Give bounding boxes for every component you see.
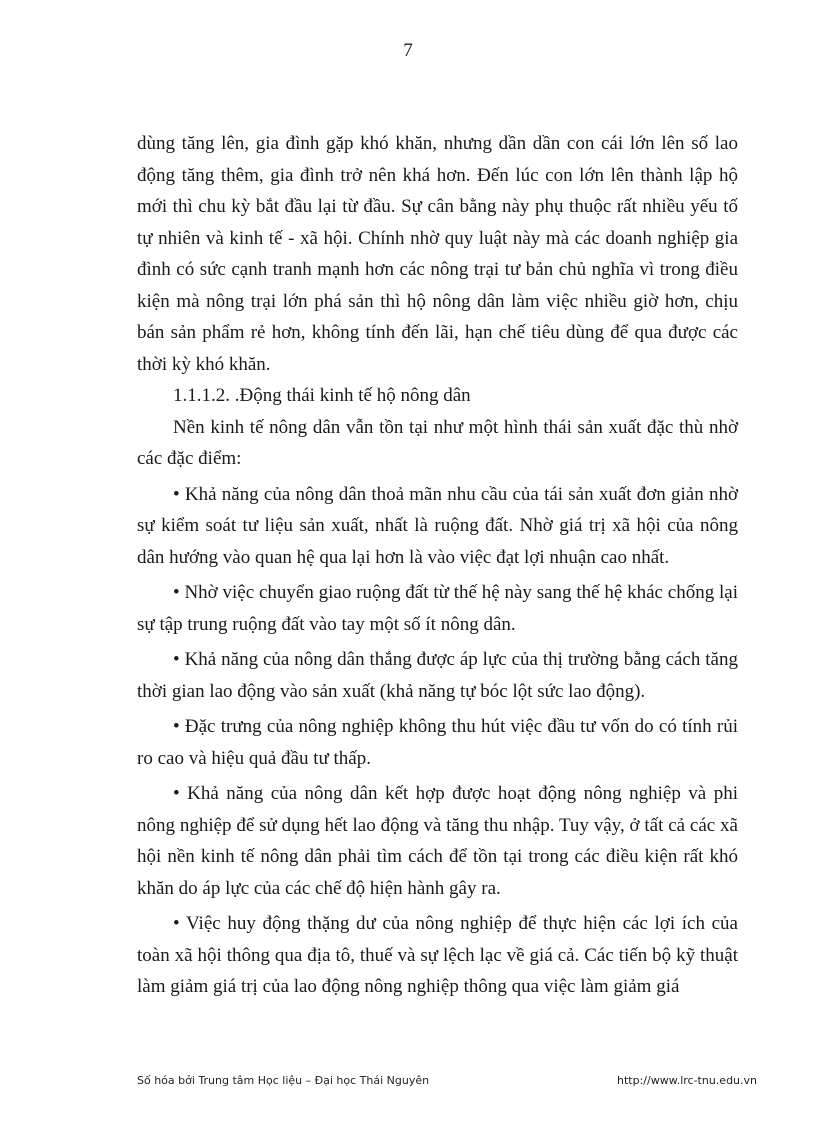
paragraph-continuation: dùng tăng lên, gia đình gặp khó khăn, nhưng dần dần con cái lớn lên số lao động tăng thêm, gia đình trở nên khá hơn. Đến lúc con lớn lên thành lập hộ mới thì chu kỳ bắt đầu lại từ đầu. Sự cân bằng này phụ thuộc rất nhiều yếu tố tự nhiên và kinh tế - xã hội. Chính nhờ quy luật này mà các doanh nghiệp gia đình có sức cạnh tranh mạnh hơn các nông trại tư bản chủ nghĩa vì trong điều kiện mà nông trại lớn phá sản thì hộ nông dân làm việc nhiều giờ hơn, chịu bán sản phẩm rẻ hơn, không tính đến lãi, hạn chế tiêu dùng để qua được các thời kỳ khó khăn.: [137, 133, 738, 375]
section-heading: 1.1.1.2. .Động thái kinh tế hộ nông dân: [173, 385, 471, 406]
bullet-item: • Việc huy động thặng dư của nông nghiệp để thực hiện các lợi ích của toàn xã hội thông qua địa tô, thuế và sự lệch lạc về giá cả. Các tiến bộ kỹ thuật làm giảm giá trị của lao động nông nghiệp thông qua việc làm giảm giá: [137, 913, 738, 997]
bullet-item: • Khả năng của nông dân kết hợp được hoạt động nông nghiệp và phi nông nghiệp để sử dụng hết lao động và tăng thu nhập. Tuy vậy, ở tất cả các xã hội nền kinh tế nông dân phải tìm cách để tồn tại trong các điều kiện rất khó khăn do áp lực của các chế độ hiện hành gây ra.: [137, 783, 738, 899]
body-text: [137, 128, 738, 1003]
bullet-item: • Nhờ việc chuyển giao ruộng đất từ thế hệ này sang thế hệ khác chống lại sự tập trung ruộng đất vào tay một số ít nông dân.: [137, 582, 738, 635]
footer-source: Số hóa bởi Trung tâm Học liệu – Đại học Thái Nguyên: [137, 1074, 430, 1087]
paragraph-intro: Nền kinh tế nông dân vẫn tồn tại như một hình thái sản xuất đặc thù nhờ các đặc điểm:: [137, 416, 738, 469]
footer-url[interactable]: http://www.lrc-tnu.edu.vn: [617, 1074, 757, 1087]
bullet-item: • Khả năng của nông dân thoả mãn nhu cầu của tái sản xuất đơn giản nhờ sự kiểm soát tư liệu sản xuất, nhất là ruộng đất. Nhờ giá trị xã hội của nông dân hướng vào quan hệ qua lại hơn là vào việc đạt lợi nhuận cao nhất.: [137, 483, 738, 568]
bullet-item: • Đặc trưng của nông nghiệp không thu hút việc đầu tư vốn do có tính rủi ro cao và hiệu quả đầu tư thấp.: [137, 716, 738, 769]
page-number: 7: [403, 40, 413, 61]
bullet-item: • Khả năng của nông dân thắng được áp lực của thị trường bằng cách tăng thời gian lao động vào sản xuất (khả năng tự bóc lột sức lao động).: [137, 649, 738, 702]
